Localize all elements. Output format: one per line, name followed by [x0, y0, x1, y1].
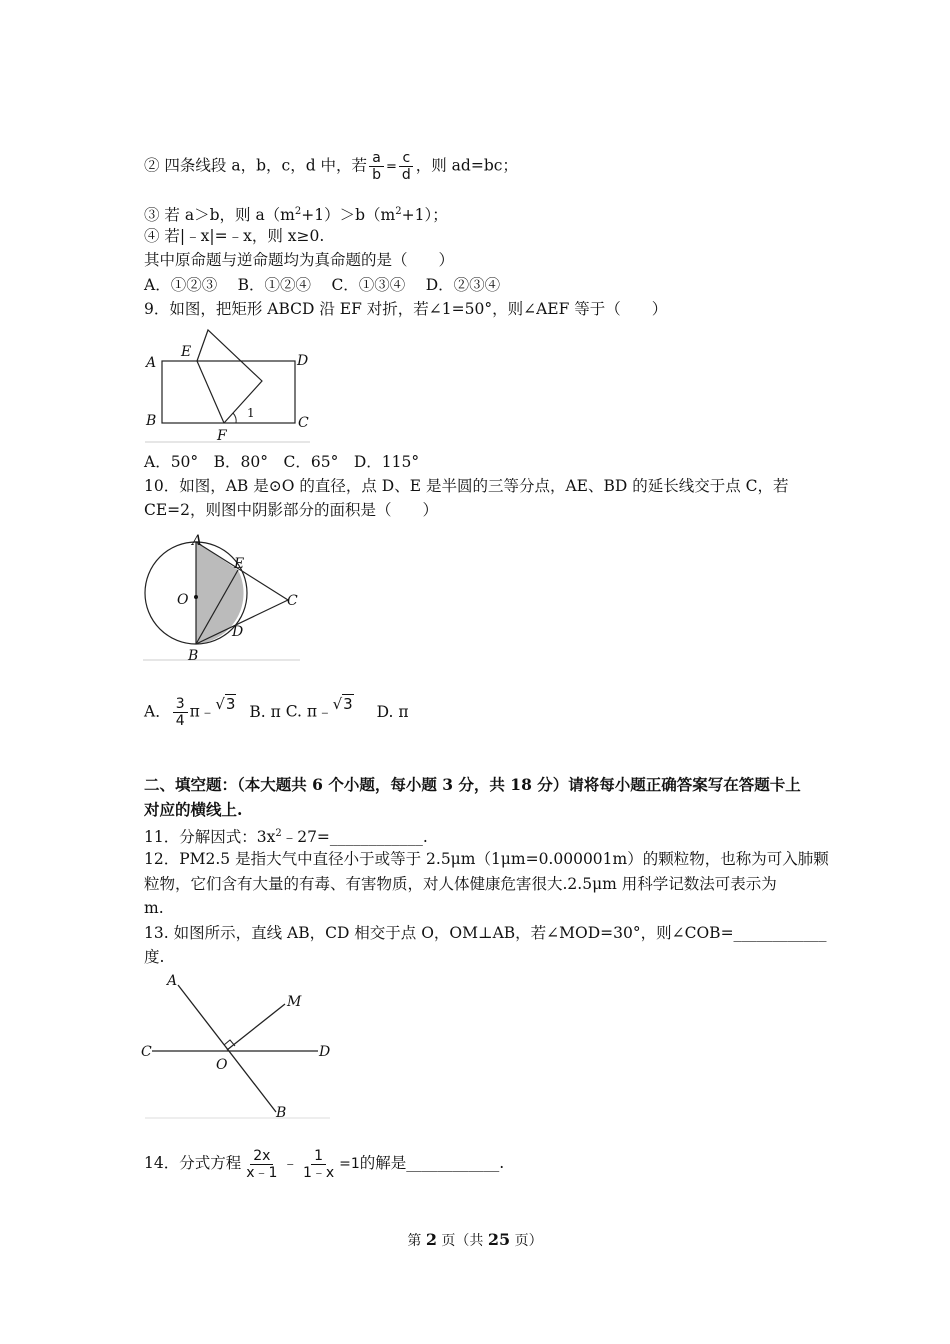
q14: 14．分式方程 $\frac{2x}{x﹣1}$ ﹣ $\frac{1}{1﹣x}$ =1的解是____________.: [144, 1147, 505, 1181]
page-footer: 第 2 页（共 25 页）: [407, 1230, 543, 1249]
fraction-a-b: $\frac{a}{b}$: [369, 150, 384, 183]
q9-options: A．50° B．80° C．65° D．115°: [144, 453, 420, 471]
label-b: B: [188, 648, 199, 664]
q8-question: 其中原命题与逆命题均为真命题的是（ ）: [144, 251, 455, 269]
label-b: B: [146, 413, 157, 429]
line-ab: [178, 985, 276, 1112]
q10-figure-semicircle: [140, 532, 305, 664]
center-point: [194, 595, 198, 599]
label-d: D: [232, 624, 244, 640]
fraction-c-d: $\frac{c}{d}$: [399, 150, 414, 183]
section2-heading-line1: 二、填空题：（本大题共 6 个小题，每小题 3 分，共 18 分）请将每小题正确答案写在答题卡上: [144, 775, 801, 794]
q13-figure-intersecting-lines: [140, 970, 335, 1122]
sqrt-3-c: √3: [332, 694, 353, 713]
q8-item2: ② 四条线段 a，b，c，d 中，若 $\frac{a}{b}$ = $\frac{c}{d}$ ，则 ad=bc；: [144, 150, 518, 183]
label-f: F: [217, 428, 227, 444]
angle-1-arc: [233, 413, 236, 423]
q10-line2: CE=2，则图中阴影部分的面积是（ ）: [144, 501, 439, 519]
fraction-2x-over-x-minus-1: $\frac{2x}{x﹣1}$: [246, 1147, 278, 1181]
label-e: E: [234, 556, 245, 572]
label-c: C: [287, 593, 298, 609]
label-m: M: [287, 994, 302, 1010]
label-a: A: [192, 533, 203, 549]
label-o: O: [177, 592, 189, 608]
label-c: C: [141, 1044, 152, 1060]
label-b: B: [276, 1105, 287, 1121]
q10-line1: 10．如图，AB 是⊙O 的直径，点 D、E 是半圆的三等分点，AE、BD 的延长线交于点 C，若: [144, 477, 789, 495]
q8-options: A．①②③ B．①②④ C．①③④ D．②③④: [144, 276, 501, 294]
label-c: C: [298, 415, 309, 431]
q9-question: 9．如图，把矩形 ABCD 沿 EF 对折，若∠1=50°，则∠AEF 等于（ ）: [144, 300, 668, 318]
q12-line2: 粒物，它们含有大量的有毒、有害物质，对人体健康危害很大.2.5μm 用科学记数法可表示为: [144, 875, 777, 893]
q8-item3: ③ 若 a＞b，则 $a(m^2+1)>b(m^2+1)$；: [144, 206, 448, 225]
q9-figure-folded-rectangle: [140, 325, 315, 447]
rectangle-abcd: [162, 361, 295, 423]
label-a: A: [146, 355, 157, 371]
q10-options: A． $\frac{3}{4}$ π﹣√3 B. π C. π﹣√3 D. π: [144, 694, 409, 729]
sqrt-3-a: √3: [215, 694, 236, 713]
label-angle-1: 1: [247, 406, 255, 420]
fraction-1-over-1-minus-x: $\frac{1}{1﹣x}$: [302, 1147, 335, 1181]
label-o: O: [216, 1057, 228, 1073]
q11: 11．分解因式：$3x^2﹣27=\_\_\_\_\_\_\_\_\_\_\_\_$.: [144, 828, 428, 847]
ray-om: [227, 1004, 285, 1050]
section2-heading-line2: 对应的横线上.: [144, 800, 243, 819]
label-a: A: [167, 973, 178, 989]
label-d: D: [297, 353, 309, 369]
q12-line3: m.: [144, 899, 164, 917]
q8-item4: ④ 若|﹣x|=﹣x，则 x≥0.: [144, 227, 325, 245]
q13-line1: 13. 如图所示，直线 AB，CD 相交于点 O，OM⊥AB，若∠MOD=30°，则∠COB=____________: [144, 924, 827, 942]
fold-line-ef: [197, 361, 224, 423]
q13-line2: 度.: [144, 948, 165, 966]
label-d: D: [319, 1044, 331, 1060]
label-e: E: [181, 344, 192, 360]
q12-line1: 12．PM2.5 是指大气中直径小于或等于 2.5μm（1μm=0.000001m）的颗粒物，也称为可入肺颗: [144, 850, 829, 868]
fraction-3-4: $\frac{3}{4}$: [173, 696, 188, 729]
